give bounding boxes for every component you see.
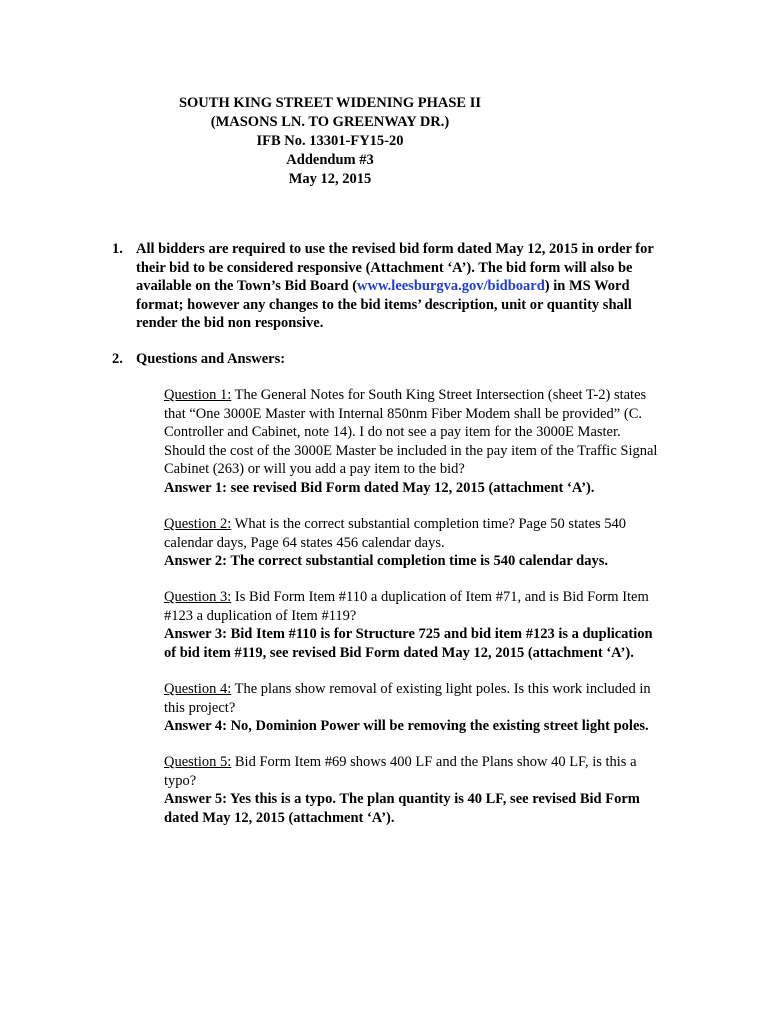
project-limits: (MASONS LN. TO GREENWAY DR.) (210, 114, 450, 130)
text-fragment: available on the Town’s Bid Board ( (136, 278, 358, 294)
text-line: format; however any changes to the bid items’ description, unit or quantity shall (136, 296, 632, 313)
question-answer-2 (164, 515, 724, 571)
answer-text: Answer 3: Bid Item #110 is for Structure 725 and bid item #123 is a duplication (164, 626, 653, 642)
question-label: Question 1: (164, 387, 232, 403)
text-fragment: ) in MS Word (544, 278, 630, 294)
answer-text: Answer 4: No, Dominion Power will be removing the existing street light poles. (164, 718, 649, 734)
text-fragment: Bid Form Item #69 shows 400 LF and the Plans show 40 LF, is this a (231, 754, 637, 770)
question-text (164, 515, 724, 534)
text-line (136, 277, 654, 296)
text-line: #123 a duplication of Item #119? (164, 607, 357, 624)
question-answer-4 (164, 680, 724, 736)
text-line: typo? (164, 772, 197, 789)
text-fragment: The General Notes for South King Street Intersection (sheet T-2) states (231, 387, 647, 403)
question-answer-1 (164, 386, 724, 497)
text-line: Cabinet (263) or will you add a pay item to the bid? (164, 461, 465, 477)
question-answer-5 (164, 753, 724, 827)
document-header (0, 94, 660, 189)
project-title: SOUTH KING STREET WIDENING PHASE II (178, 95, 482, 111)
question-label: Question 4: (164, 681, 232, 697)
document-date: May 12, 2015 (288, 171, 372, 187)
addendum-number: Addendum #3 (286, 152, 374, 168)
text-line: their bid to be considered responsive (Attachment ‘A’). The bid form will also be (136, 259, 633, 276)
text-fragment: The plans show removal of existing light poles. Is this work included in (231, 681, 651, 697)
answer-text: of bid item #119, see revised Bid Form dated May 12, 2015 (attachment ‘A’). (164, 644, 634, 661)
text-line: render the bid non responsive. (136, 315, 324, 331)
numbered-item-1 (112, 240, 712, 340)
answer-text: dated May 12, 2015 (attachment ‘A’). (164, 809, 395, 826)
bid-board-link[interactable]: www.leesburgva.gov/bidboard (357, 278, 545, 294)
question-text (164, 588, 724, 607)
text-line: this project? (164, 699, 236, 716)
text-line: that “One 3000E Master with Internal 850nm Fiber Modem shall be provided” (C. (164, 405, 642, 422)
question-text (164, 386, 724, 405)
text-line: calendar days, Page 64 states 456 calendar days. (164, 534, 445, 551)
question-answer-3 (164, 588, 724, 662)
answer-text: Answer 1: see revised Bid Form dated May 12, 2015 (attachment ‘A’). (164, 479, 595, 496)
question-label: Question 3: (164, 589, 232, 605)
question-label: Question 5: (164, 754, 232, 770)
item-number: 2. (112, 351, 123, 367)
answer-text: Answer 2: The correct substantial completion time is 540 calendar days. (164, 553, 608, 569)
item-1-text (136, 240, 654, 333)
question-label: Question 2: (164, 516, 232, 532)
numbered-item-2 (112, 350, 712, 370)
text-line: Should the cost of the 3000E Master be included in the pay item of the Traffic Signal (164, 442, 658, 459)
text-fragment: What is the correct substantial completion time? Page 50 states 540 (231, 516, 627, 532)
ifb-number: IFB No. 13301-FY15-20 (256, 133, 404, 149)
question-text (164, 753, 724, 772)
answer-text: Answer 5: Yes this is a typo. The plan quantity is 40 LF, see revised Bid Form (164, 791, 640, 807)
item-number: 1. (112, 241, 123, 257)
text-line: All bidders are required to use the revised bid form dated May 12, 2015 in order for (136, 241, 654, 257)
question-text (164, 680, 724, 699)
text-fragment: Is Bid Form Item #110 a duplication of Item #71, and is Bid Form Item (231, 589, 649, 605)
item-2-title: Questions and Answers: (136, 351, 286, 367)
text-line: Controller and Cabinet, note 14). I do not see a pay item for the 3000E Master. (164, 424, 621, 440)
